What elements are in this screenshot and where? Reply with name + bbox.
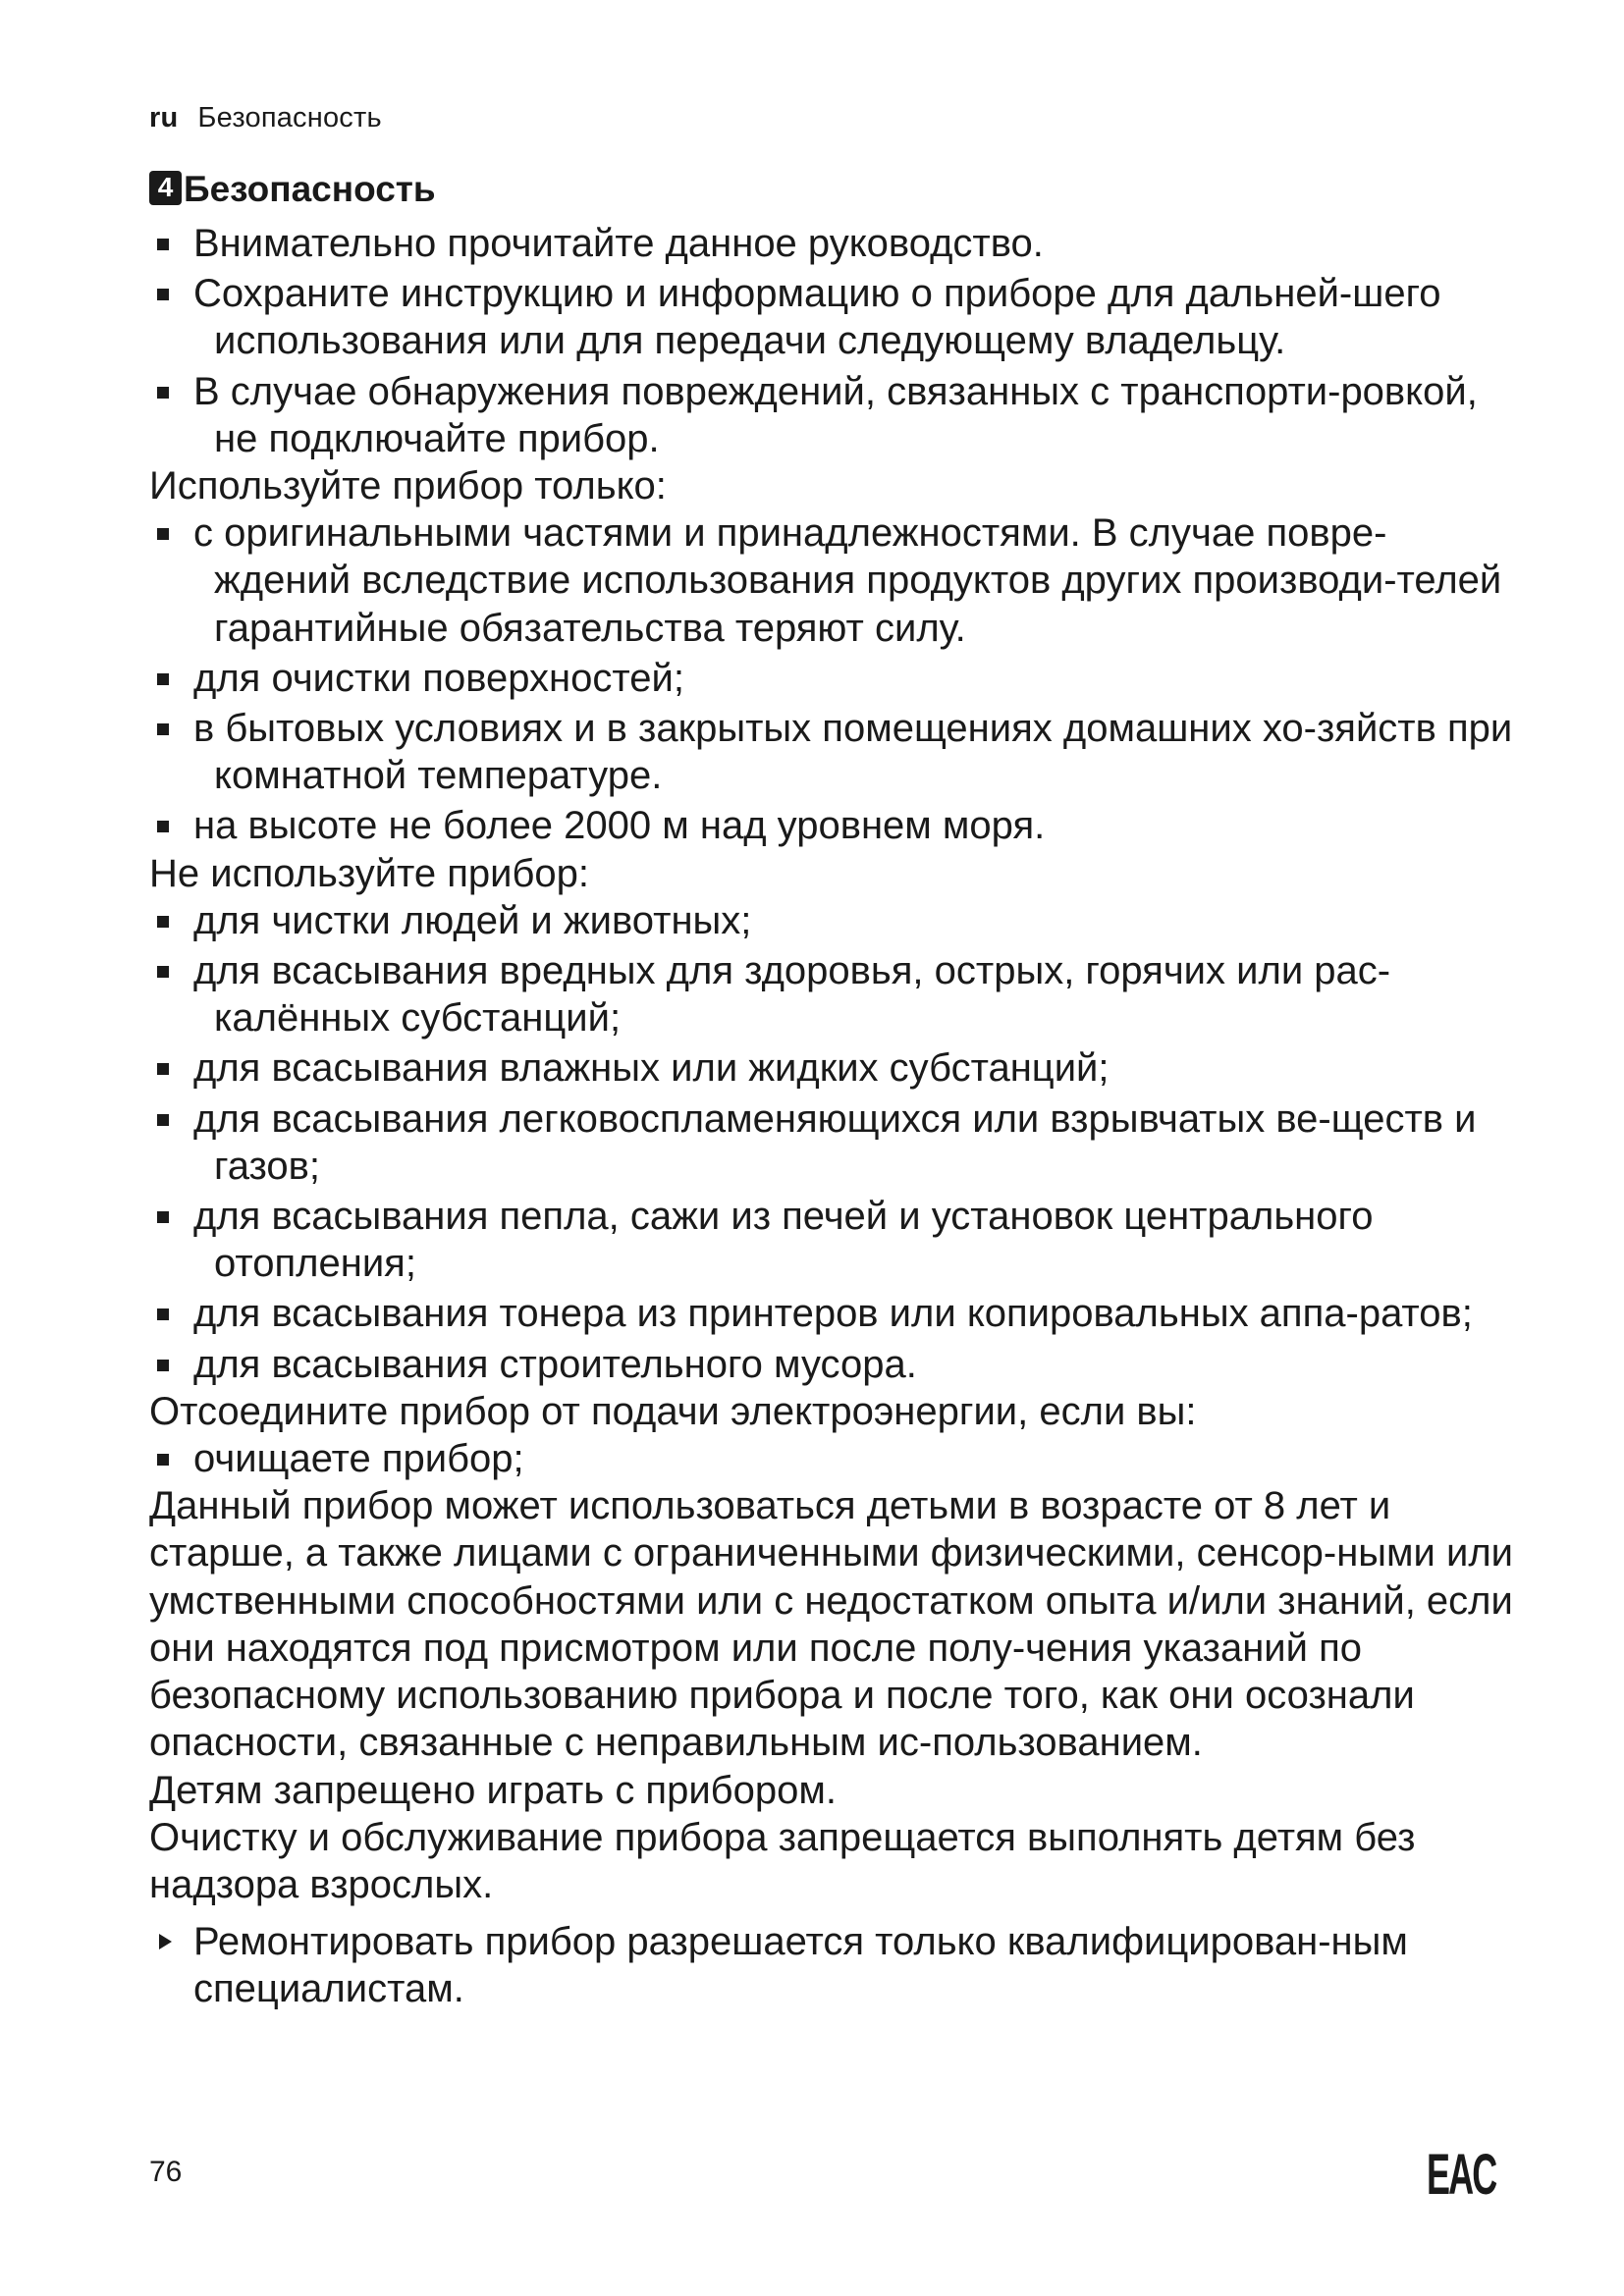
list-item: для всасывания пепла, сажи из печей и установок центрального отопления; (149, 1193, 1514, 1287)
cleaning-note: Очистку и обслуживание прибора запрещается выполнять детям без надзора взрослых. (149, 1815, 1416, 1906)
children-paragraph: Данный прибор может использоваться детьми в возрасте от 8 лет и старше, а также лицами с ограниченными физическими, сенсор-ными или умственными способностями или с недостатком опыта и/или знаний, если они находятся под присмотром или после полу-чения указаний по безопасному использованию прибора и после того, как они осознали опасности, связанные с неправильным ис-пользованием. (149, 1484, 1514, 1765)
bullet-square-icon (157, 1360, 169, 1371)
list-item: Внимательно прочитайте данное руководство. (149, 220, 1514, 267)
bullet-square-icon (157, 528, 169, 540)
bullet-square-icon (157, 1114, 169, 1126)
bullet-square-icon (157, 1454, 169, 1466)
intro-list (149, 220, 1514, 462)
list-item: для всасывания строительного мусора. (149, 1341, 1514, 1388)
language-code: ru (149, 102, 179, 133)
disconnect-heading: Отсоедините прибор от подачи электроэнергии, если вы: (149, 1389, 1197, 1433)
bullet-square-icon (157, 1211, 169, 1223)
list-item: на высоте не более 2000 м над уровнем моря. (149, 802, 1514, 849)
list-item: для всасывания легковоспламеняющихся или взрывчатых ве-ществ и газов; (149, 1095, 1514, 1190)
page-number: 76 (149, 2156, 183, 2188)
arrow-right-icon (159, 1934, 172, 1949)
list-item: В случае обнаружения повреждений, связанных с транспорти-ровкой, не подключайте прибор. (149, 368, 1514, 462)
bullet-square-icon (157, 821, 169, 832)
list-item: для всасывания вредных для здоровья, острых, горячих или рас-калённых субстанций; (149, 947, 1514, 1041)
list-item: в бытовых условиях и в закрытых помещениях домашних хо-зяйств при комнатной температуре. (149, 705, 1514, 799)
bullet-square-icon (157, 289, 169, 300)
page-header (149, 102, 382, 134)
document-body (149, 220, 1514, 2013)
warning-icon: 4 (149, 171, 182, 205)
bullet-square-icon (157, 966, 169, 978)
use-only-heading: Используйте прибор только: (149, 464, 667, 508)
eac-certification-logo: EAC (1427, 2143, 1496, 2207)
list-item: для всасывания влажных или жидких субстанций; (149, 1044, 1514, 1092)
list-item: очищаете прибор; (149, 1435, 1514, 1482)
bullet-square-icon (157, 673, 169, 685)
do-not-use-list (149, 897, 1514, 1388)
bullet-square-icon (157, 916, 169, 928)
list-item: с оригинальными частями и принадлежностями. В случае повре-ждений вследствие использования продуктов других производи-телей гарантийные обязательства теряют силу. (149, 509, 1514, 652)
bullet-square-icon (157, 387, 169, 399)
repair-instruction: Ремонтировать прибор разрешается только квалифицирован-ным специалистам. (149, 1918, 1514, 2012)
do-not-use-heading: Не используйте прибор: (149, 851, 590, 895)
bullet-square-icon (157, 1308, 169, 1320)
list-item: для очистки поверхностей; (149, 655, 1514, 702)
page-title (149, 169, 436, 210)
title-text: Безопасность (184, 169, 436, 209)
disconnect-list (149, 1435, 1514, 1482)
children-play-note: Детям запрещено играть с прибором. (149, 1768, 837, 1812)
use-only-list (149, 509, 1514, 849)
list-item: для чистки людей и животных; (149, 897, 1514, 944)
bullet-square-icon (157, 239, 169, 250)
list-item: для всасывания тонера из принтеров или копировальных аппа-ратов; (149, 1290, 1514, 1337)
bullet-square-icon (157, 723, 169, 735)
bullet-square-icon (157, 1063, 169, 1075)
list-item: Сохраните инструкцию и информацию о приборе для дальней-шего использования или для передачи следующему владельцу. (149, 270, 1514, 364)
section-name: Безопасность (197, 102, 382, 133)
